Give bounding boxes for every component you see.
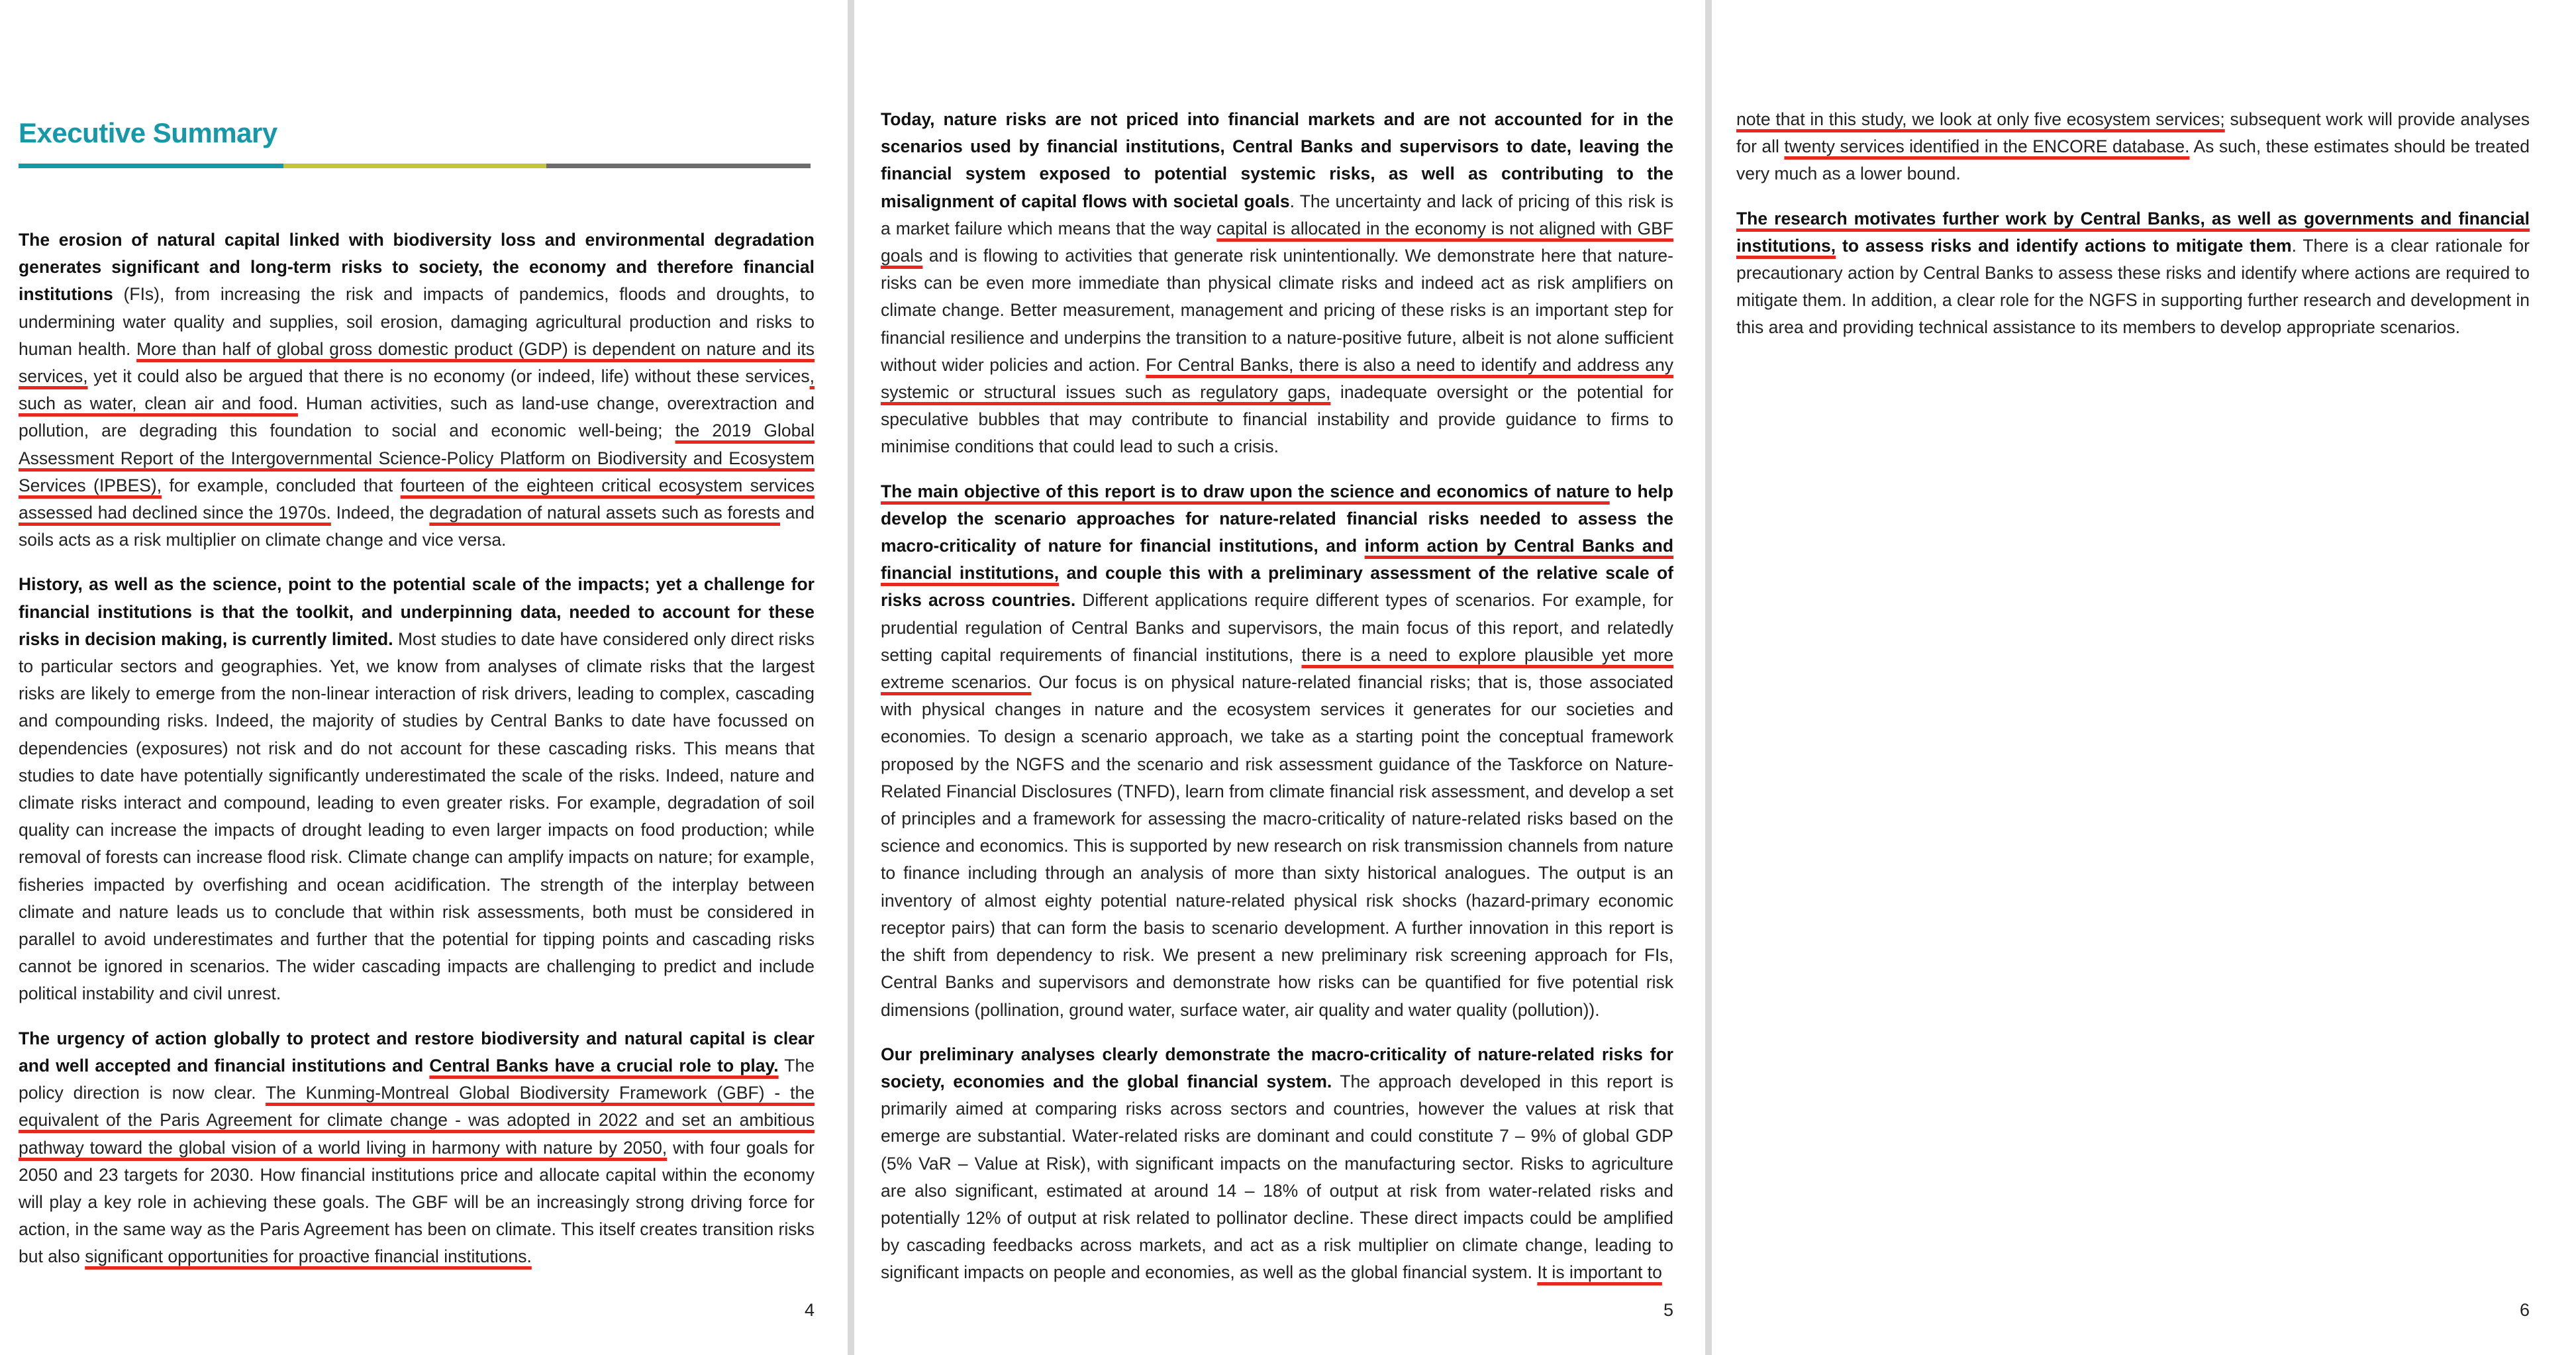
text-run: Indeed, the <box>330 503 430 523</box>
paragraph <box>1736 106 2530 188</box>
page-number: 4 <box>804 1300 815 1320</box>
page-number: 5 <box>1663 1300 1673 1320</box>
text-run: As such, these estimates should be treated very much as a lower bound. <box>1736 136 2530 184</box>
underlined-text: the 2019 Global Assessment Report of the Intergovernmental Science-Policy Platform on Biodiversity and Ecosystem Services (IPBES), <box>19 421 815 495</box>
text-run: and soils acts as a risk multiplier on climate change and vice versa. <box>19 503 815 550</box>
text-run: The approach developed in this report is primarily aimed at comparing risks across sectors and countries, however the values at risk that emerge are substantial. Water-related risks are dominant and could constitute 7 – 9% of global GDP (5% VaR – Value at Risk), with significant impacts on the manufacturing sector. Risks to agriculture are also significant, estimated at around 14 – 18% of output at risk from water-related risks and potentially 12% of output at risk related to pollinator decline. These direct impacts could be amplified by cascading feedbacks across markets, and act as a risk multiplier on climate change, leading to significant impacts on people and economies, as well as the global financial system. <box>881 1071 1673 1283</box>
text-run: The policy direction is now clear. <box>19 1055 815 1103</box>
underlined-text: twenty services identified in the ENCORE database. <box>1784 136 2190 157</box>
rule-segment-teal <box>19 164 283 168</box>
rule-segment-olive <box>283 164 546 168</box>
bold-text: to assess risks and identify actions to mitigate them <box>1836 235 2292 256</box>
page-5 <box>854 0 1705 1355</box>
underlined-text: fourteen of the eighteen critical ecosystem services assessed had declined since the 1970s. <box>19 475 815 523</box>
bold-text: Today, nature risks are not priced into financial markets and are not accounted for in the scenarios used by financial institutions, Central Banks and supervisors to date, leaving the financial system exposed to potential systemic risks, as well as contributing to the misalignment of capital flows with societal goals <box>881 109 1673 211</box>
underlined-text: The research motivates further work by Central Banks, as well as governments and financial institutions, <box>1736 208 2530 256</box>
text-run: . There is a clear rationale for precautionary action by Central Banks to assess these risks and identify where actions are required to mitigate them. In addition, a clear role for the NGFS in supporting further research and development in this area and providing technical assistance to its members to develop appropriate scenarios. <box>1736 235 2530 338</box>
underlined-text: inform action by Central Banks and financial institutions, <box>881 536 1674 583</box>
paragraph <box>881 478 1673 1024</box>
underlined-text: note that in this study, we look at only five ecosystem services; <box>1736 109 2225 129</box>
paragraph <box>881 1041 1673 1287</box>
underlined-text: degradation of natural assets such as forests <box>429 503 781 523</box>
bold-text: History, as well as the science, point to the potential scale of the impacts; yet a challenge for financial institutions is that the toolkit, and underpinning data, needed to account for these risks in decision making, is currently limited. <box>19 574 815 649</box>
text-run: with four goals for 2050 and 23 targets for 2030. How financial institutions price and allocate capital within the economy will play a key role in achieving these goals. The GBF will be an increasingly strong driving force for action, in the same way as the Paris Agreement has been on climate. This itself creates transition risks but also <box>19 1137 815 1267</box>
underlined-text: capital is allocated in the economy is not aligned with GBF goals <box>881 218 1673 266</box>
underlined-text: The main objective of this report is to draw upon the science and economics of nature <box>881 481 1610 501</box>
underlined-text: More than half of global gross domestic product (GDP) is dependent on nature and its services, <box>19 338 815 387</box>
underlined-text: significant opportunities for proactive financial institutions. <box>85 1246 532 1267</box>
bold-text: to help develop the scenario approaches for nature-related financial risks needed to assess the macro-criticality of nature for financial institutions, and <box>881 481 1673 556</box>
paragraph <box>19 226 815 554</box>
text-run: and is flowing to activities that generate risk unintentionally. We demonstrate here that nature-risks can be even more immediate than physical climate risks and indeed act as risk amplifiers on climate change. Better measurement, management and pricing of these risks is an important step for financial resilience and underpins the transition to a nature-positive future, albeit is not alone sufficient without wider policies and action. <box>881 246 1673 375</box>
text-run: Our focus is on physical nature-related financial risks; that is, those associated with physical changes in nature and the ecosystem services it generates for our societies and economies. To design a scenario approach, we take as a starting point the conceptual framework proposed by the NGFS and the scenario and risk assessment guidance of the Taskforce on Nature-Related Financial Disclosures (TNFD), learn from climate financial risk assessment, and develop a set of principles and a framework for assessing the macro-criticality of nature-related risks based on the science and economics. This is supported by new research on risk transmission channels from nature to finance including through an analysis of more than sixty historical analogues. The output is an inventory of almost eighty potential nature-related physical risk shocks (hazard-primary economic receptor pairs) that can form the basis to scenario development. A further innovation in this report is the shift from dependency to risk. We present a new preliminary risk screening approach for FIs, Central Banks and supervisors and demonstrate how risks can be quantified for five potential risk dimensions (pollination, ground water, surface water, air quality and water quality (pollution)). <box>881 672 1673 1020</box>
text-run: inadequate oversight or the potential for speculative bubbles that may contribute to financial instability and provide guidance to firms to minimise conditions that could lead to such a crisis. <box>881 382 1673 457</box>
underlined-text: there is a need to explore plausible yet more extreme scenarios. <box>881 644 1673 693</box>
bold-text: The urgency of action globally to protect and restore biodiversity and natural capital is clear and well accepted and financial institutions and <box>19 1028 815 1076</box>
underlined-text: Central Banks have a crucial role to play. <box>429 1055 779 1076</box>
bold-text: and couple this with a preliminary assessment of the relative scale of risks across countries. <box>881 563 1673 611</box>
heading-rule <box>19 164 811 168</box>
page-4 <box>0 0 848 1355</box>
bold-text: Our preliminary analyses clearly demonstrate the macro-criticality of nature-related risks for society, economies and the global financial system. <box>881 1044 1673 1091</box>
paragraph <box>881 106 1673 461</box>
underlined-text: , such as water, clean air and food. <box>19 366 815 414</box>
text-run: subsequent work will provide analyses for all <box>1736 109 2530 157</box>
text-run: Most studies to date have considered only direct risks to particular sectors and geographies. Yet, we know from analyses of climate risks that the largest risks are likely to emerge from the non-linear interaction of risk drivers, leading to complex, cascading and compounding risks. Indeed, the majority of studies by Central Banks to date have focussed on dependencies (exposures) not risk and do not account for these cascading risks. This means that studies to date have potentially significantly underestimated the scale of the risks. Indeed, nature and climate risks interact and compound, leading to even greater risks. For example, degradation of soil quality can increase the impacts of drought leading to even larger impacts on food production; while removal of forests can increase flood risk. Climate change can amplify impacts on nature; for example, fisheries impacted by overfishing and ocean acidification. The strength of the interplay between climate and nature leads us to conclude that within risk assessments, both must be considered in parallel to avoid underestimates and further that the potential for tipping points and cascading risks cannot be ignored in scenarios. The wider cascading impacts are challenging to predict and include political instability and civil unrest. <box>19 628 815 1004</box>
text-run: . The uncertainty and lack of pricing of this risk is a market failure which means that the way <box>881 191 1673 238</box>
text-run: yet it could also be argued that there is no economy (or indeed, life) without these services <box>87 366 810 387</box>
page-number: 6 <box>2519 1300 2530 1320</box>
page-6 <box>1712 0 2576 1355</box>
paragraph <box>1736 205 2530 342</box>
rule-segment-grey <box>546 164 811 168</box>
paragraph <box>19 1025 815 1271</box>
paragraph <box>19 571 815 1007</box>
underlined-text: It is important to <box>1537 1262 1662 1283</box>
text-run: Human activities, such as land-use change, overextraction and pollution, are degrading this foundation to social and economic well-being; <box>19 393 815 441</box>
text-run: Different applications require different types of scenarios. For example, for prudential regulation of Central Banks and supervisors, the main focus of this report, and relatedly setting capital requirements of financial institutions, <box>881 590 1673 665</box>
text-run: for example, concluded that <box>162 475 401 495</box>
text-run: (FIs), from increasing the risk and impacts of pandemics, floods and droughts, to undermining water quality and supplies, soil erosion, damaging agricultural production and risks to human health. <box>19 284 815 359</box>
underlined-text: The Kunming-Montreal Global Biodiversity Framework (GBF) - the equivalent of the Paris Agreement for climate change - was adopted in 2022 and set an ambitious pathway toward the global vision of a world living in harmony with nature by 2050, <box>19 1083 815 1158</box>
bold-text: The erosion of natural capital linked with biodiversity loss and environmental degradation generates significant and long-term risks to society, the economy and therefore financial institutions <box>19 230 815 305</box>
section-heading: Executive Summary <box>19 117 277 148</box>
underlined-text: For Central Banks, there is also a need to identify and address any systemic or structural issues such as regulatory gaps, <box>881 354 1673 403</box>
